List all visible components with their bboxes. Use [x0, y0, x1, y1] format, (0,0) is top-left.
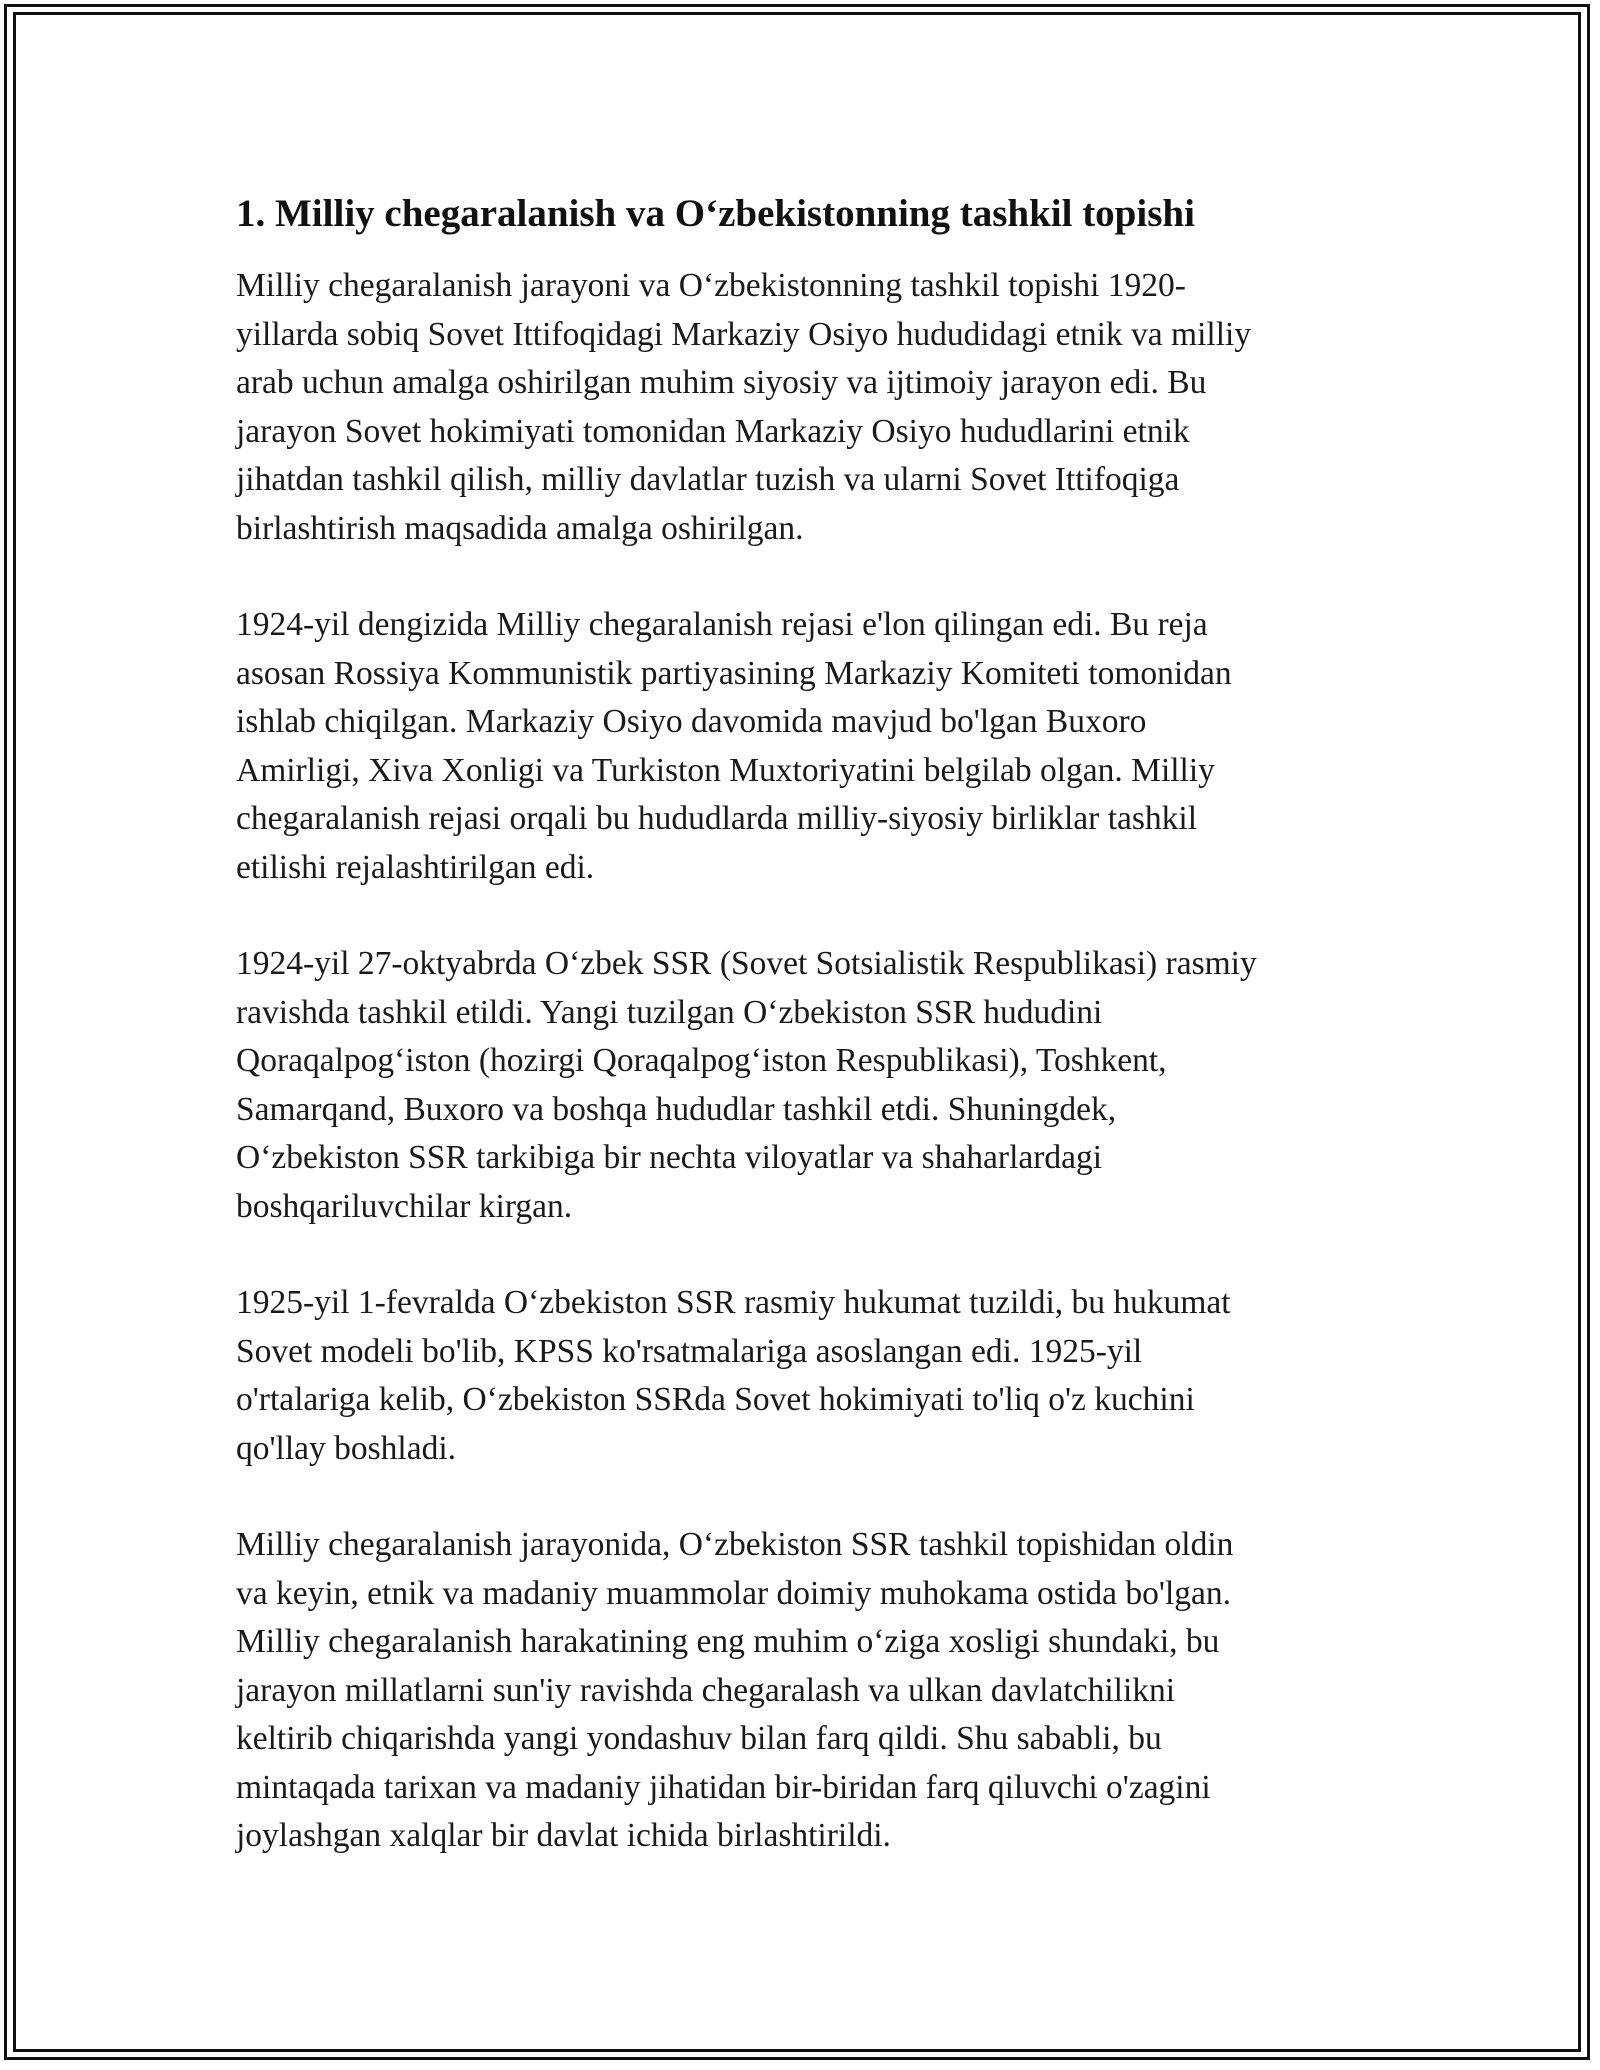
document-body: [236, 186, 1366, 1909]
document-title: 1. Milliy chegaralanish va O‘zbekistonning tashkil topishi: [236, 192, 1195, 235]
paragraph-3: 1924-yil 27-oktyabrda O‘zbek SSR (Sovet Sotsialistik Respublikasi) rasmiy ravishda tashkil etildi. Yangi tuzilgan O‘zbekiston SSR hududini Qoraqalpog‘iston (hozirgi Qoraqalpog‘iston Respublikasi), Toshkent, Samarqand, Buxoro va boshqa hududlar tashkil etdi. Shuningdek, O‘zbekiston SSR tarkibiga bir nechta viloyatlar va shaharlardagi boshqariluvchilar kirgan.: [236, 945, 1257, 1225]
paragraph-4: 1925-yil 1-fevralda O‘zbekiston SSR rasmiy hukumat tuzildi, bu hukumat Sovet modeli bo'lib, KPSS ko'rsatmalariga asoslangan edi. 1925-yil o'rtalariga kelib, O‘zbekiston SSRda Sovet hokimiyati to'liq o'z kuchini qo'llay boshladi.: [236, 1284, 1231, 1467]
paragraph-2: 1924-yil dengizida Milliy chegaralanish rejasi e'lon qilingan edi. Bu reja asosan Rossiya Kommunistik partiyasining Markaziy Komiteti tomonidan ishlab chiqilgan. Markaziy Osiyo davomida mavjud bo'lgan Buxoro Amirligi, Xiva Xonligi va Turkiston Muxtoriyatini belgilab olgan. Milliy chegaralanish rejasi orqali bu hududlarda milliy-siyosiy birliklar tashkil etilishi rejalashtirilgan edi.: [236, 606, 1232, 886]
paragraph-5: Milliy chegaralanish jarayonida, O‘zbekiston SSR tashkil topishidan oldin va keyin, etnik va madaniy muammolar doimiy muhokama ostida bo'lgan. Milliy chegaralanish harakatining eng muhim o‘ziga xosligi shundaki, bu jarayon millatlarni sun'iy ravishda chegaralash va ulkan davlatchilikni keltirib chiqarishda yangi yondashuv bilan farq qildi. Shu sababli, bu mintaqada tarixan va madaniy jihatidan bir-biridan farq qiluvchi o'zagini joylashgan xalqlar bir davlat ichida birlashtirildi.: [236, 1526, 1234, 1854]
paragraph-1: Milliy chegaralanish jarayoni va O‘zbekistonning tashkil topishi 1920- yillarda sobiq Sovet Ittifoqidagi Markaziy Osiyo hududidagi etnik va milliy arab uchun amalga oshirilgan muhim siyosiy va ijtimoiy jarayon edi. Bu jarayon Sovet hokimiyati tomonidan Markaziy Osiyo hududlarini etnik jihatdan tashkil qilish, milliy davlatlar tuzish va ularni Sovet Ittifoqiga birlashtirish maqsadida amalga oshirilgan.: [236, 267, 1252, 547]
